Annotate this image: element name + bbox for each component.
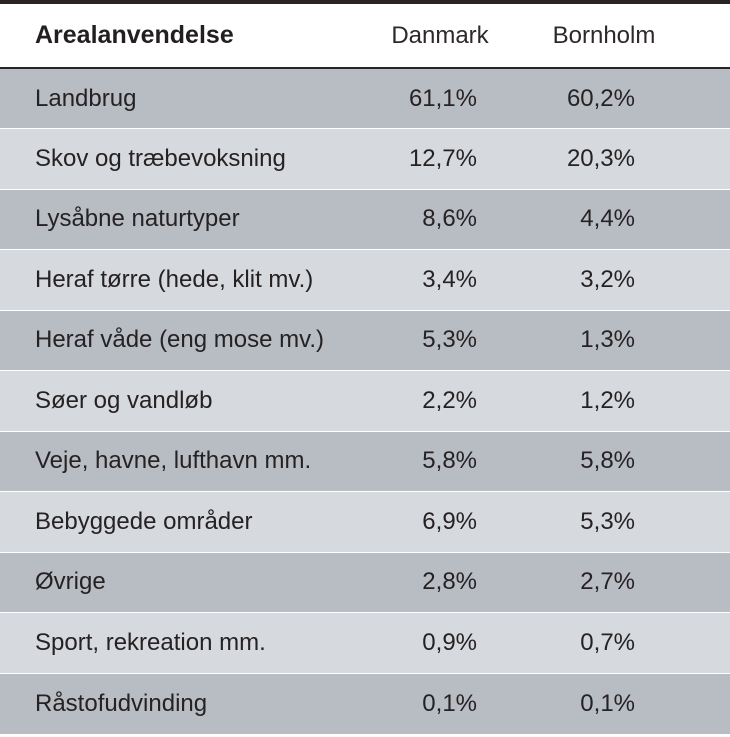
danmark-value: 5,3% xyxy=(390,310,490,371)
bornholm-value: 0,1% xyxy=(490,673,730,734)
table-row xyxy=(0,310,730,371)
table-row xyxy=(0,250,730,311)
table-row xyxy=(0,68,730,129)
row-label: Lysåbne naturtyper xyxy=(0,189,390,250)
table-header xyxy=(0,4,730,68)
row-label: Bebyggede områder xyxy=(0,492,390,553)
danmark-value: 0,1% xyxy=(390,673,490,734)
row-label: Veje, havne, lufthavn mm. xyxy=(0,431,390,492)
row-label: Sport, rekreation mm. xyxy=(0,613,390,674)
area-use-table xyxy=(0,4,730,734)
bornholm-value: 4,4% xyxy=(490,189,730,250)
table-row xyxy=(0,552,730,613)
danmark-value: 12,7% xyxy=(390,129,490,190)
bornholm-value: 1,2% xyxy=(490,371,730,432)
row-label: Råstofudvinding xyxy=(0,673,390,734)
table-row xyxy=(0,129,730,190)
column-header-bornholm: Bornholm xyxy=(490,4,730,68)
bornholm-value: 5,8% xyxy=(490,431,730,492)
table-body xyxy=(0,68,730,734)
bornholm-value: 20,3% xyxy=(490,129,730,190)
row-label: Skov og træbevoksning xyxy=(0,129,390,190)
bornholm-value: 3,2% xyxy=(490,250,730,311)
danmark-value: 8,6% xyxy=(390,189,490,250)
row-label: Søer og vandløb xyxy=(0,371,390,432)
bornholm-value: 0,7% xyxy=(490,613,730,674)
danmark-value: 2,8% xyxy=(390,552,490,613)
table-row xyxy=(0,371,730,432)
danmark-value: 3,4% xyxy=(390,250,490,311)
danmark-value: 6,9% xyxy=(390,492,490,553)
danmark-value: 2,2% xyxy=(390,371,490,432)
bornholm-value: 2,7% xyxy=(490,552,730,613)
table-row xyxy=(0,492,730,553)
table-row xyxy=(0,673,730,734)
row-label: Heraf våde (eng mose mv.) xyxy=(0,310,390,371)
table-row xyxy=(0,613,730,674)
danmark-value: 61,1% xyxy=(408,84,477,112)
row-label: Heraf tørre (hede, klit mv.) xyxy=(0,250,390,311)
column-header-arealanvendelse: Arealanvendelse xyxy=(0,4,390,68)
table-row xyxy=(0,189,730,250)
header-row xyxy=(0,4,730,68)
bornholm-value: 60,2% xyxy=(566,84,635,112)
row-label: Landbrug xyxy=(35,84,137,112)
table-row xyxy=(0,431,730,492)
danmark-value: 5,8% xyxy=(390,431,490,492)
danmark-value: 0,9% xyxy=(390,613,490,674)
row-label: Øvrige xyxy=(0,552,390,613)
bornholm-value: 1,3% xyxy=(490,310,730,371)
bornholm-value: 5,3% xyxy=(490,492,730,553)
column-header-danmark: Danmark xyxy=(390,4,490,68)
